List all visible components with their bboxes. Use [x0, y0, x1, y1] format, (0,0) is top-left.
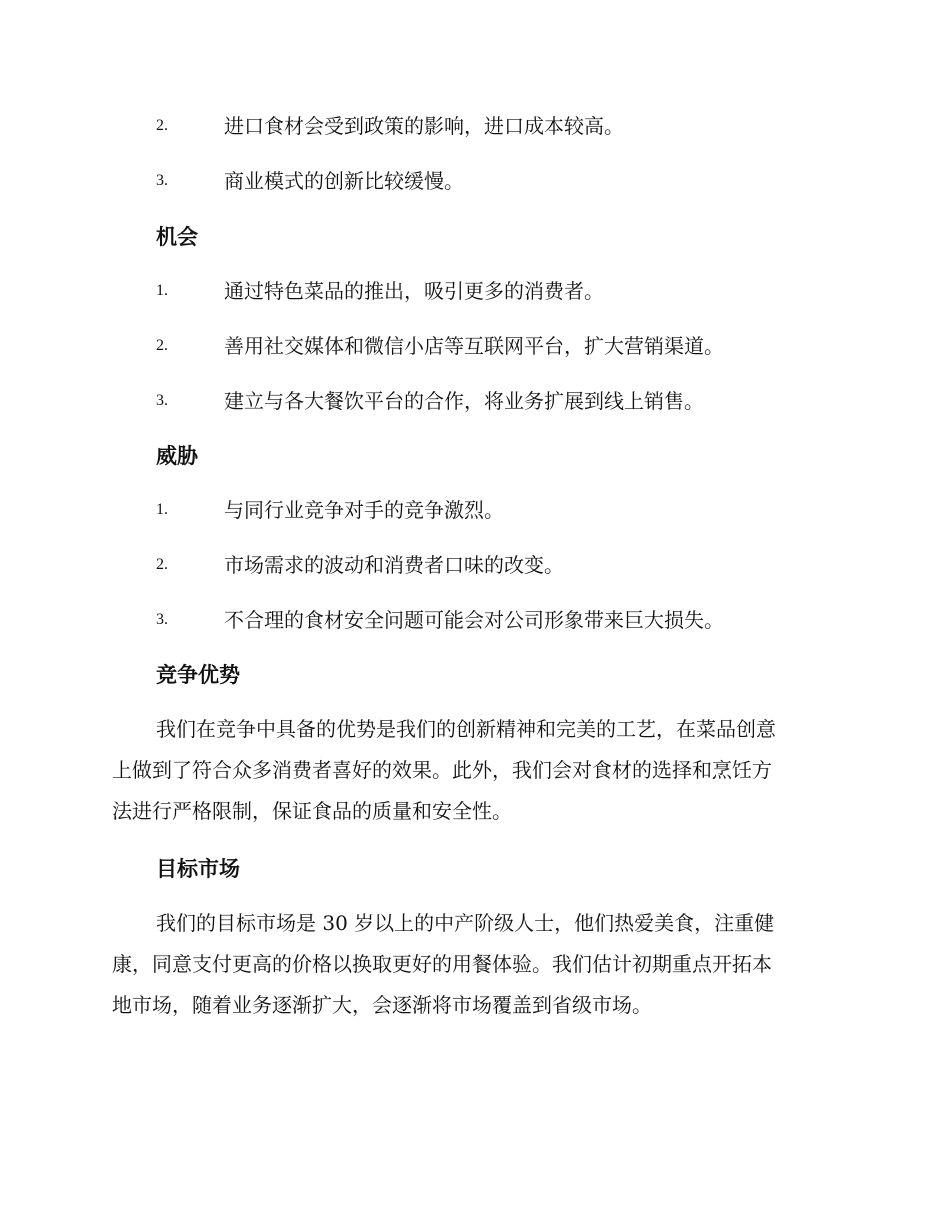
- paragraph-line: 我们的目标市场是 30 岁以上的中产阶级人士，他们热爱美食，注重健: [156, 911, 775, 935]
- list-number: 2.: [156, 337, 168, 354]
- opportunity-item-3: [0, 381, 950, 421]
- list-text: 进口食材会受到政策的影响，进口成本较高。: [224, 114, 624, 138]
- list-number: 3.: [156, 611, 168, 628]
- list-text: 通过特色菜品的推出，吸引更多的消费者。: [224, 279, 604, 303]
- target-market-heading: 目标市场: [156, 857, 240, 881]
- weakness-item-3: [0, 161, 950, 201]
- threats-heading: 威胁: [156, 444, 198, 468]
- threat-item-1: [0, 490, 950, 530]
- list-text: 商业模式的创新比较缓慢。: [224, 169, 464, 193]
- list-text: 善用社交媒体和微信小店等互联网平台，扩大营销渠道。: [224, 334, 724, 358]
- list-number: 2.: [156, 117, 168, 134]
- paragraph-line: 法进行严格限制，保证食品的质量和安全性。: [112, 799, 512, 823]
- opportunity-item-1: [0, 271, 950, 311]
- weakness-item-2: [0, 106, 950, 146]
- list-text: 与同行业竞争对手的竞争激烈。: [224, 498, 504, 522]
- list-text: 建立与各大餐饮平台的合作，将业务扩展到线上销售。: [224, 389, 704, 413]
- competitive-advantage-heading: 竞争优势: [156, 663, 240, 687]
- paragraph-line: 康，同意支付更高的价格以换取更好的用餐体验。我们估计初期重点开拓本: [112, 952, 772, 976]
- list-number: 3.: [156, 392, 168, 409]
- target-market-paragraph: [112, 903, 832, 1026]
- paragraph-line: 地市场，随着业务逐渐扩大，会逐渐将市场覆盖到省级市场。: [112, 993, 652, 1017]
- paragraph-line: 我们在竞争中具备的优势是我们的创新精神和完美的工艺，在菜品创意: [156, 717, 776, 741]
- list-number: 1.: [156, 282, 168, 299]
- list-text: 不合理的食材安全问题可能会对公司形象带来巨大损失。: [224, 608, 724, 632]
- list-number: 3.: [156, 172, 168, 189]
- threat-item-2: [0, 545, 950, 585]
- competitive-advantage-paragraph: [112, 709, 832, 832]
- opportunity-item-2: [0, 326, 950, 366]
- threat-item-3: [0, 600, 950, 640]
- list-number: 2.: [156, 556, 168, 573]
- list-number: 1.: [156, 501, 168, 518]
- opportunities-heading: 机会: [156, 225, 198, 249]
- list-text: 市场需求的波动和消费者口味的改变。: [224, 553, 564, 577]
- paragraph-line: 上做到了符合众多消费者喜好的效果。此外，我们会对食材的选择和烹饪方: [112, 758, 772, 782]
